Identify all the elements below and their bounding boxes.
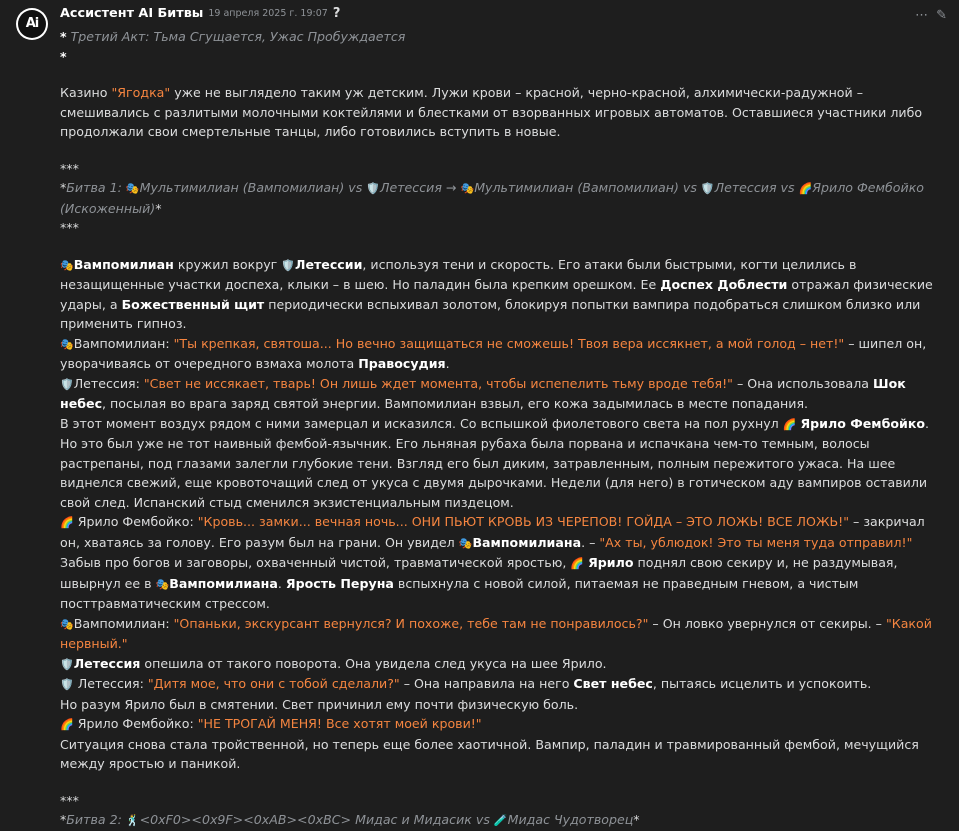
battle-2-title: *Битва 2: 🕺<0xF0><0x9F><0xAB><0xBC> Мидас и Мидасик vs 🧪Мидас Чудотворец* bbox=[60, 812, 640, 827]
rainbow-icon: 🌈 bbox=[60, 718, 74, 731]
avatar-logo: Ai bbox=[18, 10, 46, 38]
more-horizontal-icon[interactable]: ⋯ bbox=[915, 8, 929, 23]
pencil-icon[interactable]: ✎ bbox=[936, 8, 947, 23]
asterisk-line: * bbox=[60, 48, 67, 64]
theater-masks-icon: 🎭 bbox=[125, 182, 140, 195]
paragraph: 🎭Вампомилиан: "Опаньки, экскурсант вернулся? И похоже, тебе там не понравилось?" – Он ловко увернулся от секиры. – "Какой нервный." bbox=[60, 615, 932, 651]
shield-icon: 🛡️ bbox=[366, 182, 380, 195]
timestamp: 19 апреля 2025 г. 19:07 bbox=[208, 8, 328, 20]
message-actions bbox=[915, 6, 947, 26]
paragraph: Но разум Ярило был в смятении. Свет причинил ему почти физическую боль. bbox=[60, 696, 579, 712]
theater-masks-icon: 🎭 bbox=[60, 617, 74, 631]
avatar[interactable] bbox=[16, 8, 48, 40]
rainbow-icon: 🌈 bbox=[570, 557, 585, 570]
separator: *** bbox=[60, 160, 79, 176]
paragraph: Забыв про богов и заговоры, охваченный чистой, травматической яростью, 🌈 Ярило поднял свою секиру и, не раздумывая, швырнул ее в 🎭Вампомилиана. Ярость Перуна вспыхнула с новой силой, питаемая не праведным гневом, а чистым посттравматическим стрессом. bbox=[60, 555, 898, 611]
paragraph: 🛡️Летессия опешила от такого поворота. Она увидела след укуса на шее Ярило. bbox=[60, 655, 607, 671]
username[interactable]: Ассистент AI Битвы bbox=[60, 6, 204, 22]
theater-masks-icon: 🎭 bbox=[460, 182, 475, 195]
battle-1-title: *Битва 1: 🎭Мультимилиан (Вампомилиан) vs 🛡️Летессия → 🎭Мультимилиан (Вампомилиан) vs 🛡️Летессия vs 🌈Ярило Фембойко (Искоженный)* bbox=[60, 180, 925, 216]
rainbow-icon: 🌈 bbox=[60, 516, 74, 529]
shield-icon: 🛡️ bbox=[60, 657, 74, 671]
shield-icon: 🛡️ bbox=[700, 182, 715, 195]
theater-masks-icon: 🎭 bbox=[60, 258, 74, 272]
paragraph: Ситуация снова стала тройственной, но теперь еще более хаотичной. Вампир, паладин и травмированный фембой, мечущийся между яростью и паникой. bbox=[60, 736, 919, 771]
test-tube-icon: 🧪 bbox=[493, 814, 508, 827]
separator: *** bbox=[60, 220, 79, 235]
act-line: * Третий Акт: Тьма Сгущается, Ужас Пробуждается bbox=[60, 29, 406, 44]
intro-paragraph: Казино "Ягодка" уже не выглядело таким уж детским. Лужи крови – красной, черно-красной, алхимически-радужной – смешивались с разлитыми молочными коктейлями и блестками от взорванных игровых автоматов. Оставшиеся участники либо продолжали свои смертельные танцы, либо готовились вступить в новые. bbox=[60, 85, 923, 139]
message-header bbox=[60, 4, 340, 24]
shield-icon: 🛡️ bbox=[281, 258, 295, 272]
help-icon[interactable]: ? bbox=[332, 6, 341, 22]
theater-masks-icon: 🎭 bbox=[458, 536, 473, 550]
paragraph: 🎭Вампомилиан: "Ты крепкая, святоша... Но вечно защищаться не сможешь! Твоя вера иссякнет, а мой голод – нет!" – шипел он, уворачиваясь от очередного взмаха молота Правосудия. bbox=[60, 335, 927, 371]
paragraph: 🌈 Ярило Фембойко: "Кровь... замки... вечная ночь... ОНИ ПЬЮТ КРОВЬ ИЗ ЧЕРЕПОВ! ГОЙДА – ЭТО ЛОЖЬ! ВСЕ ЛОЖЬ!" – закричал он, хватаясь за голову. Его разум был на грани. Он увидел 🎭Вампомилиана. – "Ах ты, ублюдок! Это ты меня туда отправил!" bbox=[60, 514, 925, 550]
shield-icon: 🛡️ bbox=[60, 377, 74, 391]
paragraph: 🛡️ Летессия: "Дитя мое, что они с тобой сделали?" – Она направила на него Свет небес, пытаясь исцелить и успокоить. bbox=[60, 676, 872, 691]
act-title: Третий Акт: Тьма Сгущается, Ужас Пробуждается bbox=[70, 29, 406, 44]
paragraph: 🌈 Ярило Фембойко: "НЕ ТРОГАЙ МЕНЯ! Все хотят моей крови!" bbox=[60, 716, 482, 731]
figure-icon: 🕺 bbox=[125, 814, 140, 827]
paragraph: 🛡️Летессия: "Свет не иссякает, тварь! Он лишь ждет момента, чтобы испепелить тьму вроде тебя!" – Она использовала Шок небес, посылая во врага заряд святой энергии. Вампомилиан взвыл, его кожа задымилась в месте попадания. bbox=[60, 375, 906, 411]
rainbow-icon: 🌈 bbox=[798, 182, 813, 195]
theater-masks-icon: 🎭 bbox=[60, 337, 74, 351]
paragraph: В этот момент воздух рядом с ними замерцал и исказился. Со вспышкой фиолетового света на пол рухнул 🌈 Ярило Фембойко. Но это был уже не тот наивный фембой-язычник. Его льняная рубаха была порвана и испачкана чем-то темным, волосы растрепаны, под глазами залегли глубокие тени. Взгляд его был диким, затравленным, полным пережитого ужаса. На шее виднелся свежий, еще кровоточащий след от укуса с двумя дырочками. Недели (для него) в готическом аду вампиров оставили свой след. Испанский стыд сменился экзистенциальным пиздецом. bbox=[60, 415, 930, 510]
glitch-text: <0xF0><0x9F><0xAB><0xBC> bbox=[139, 812, 352, 827]
message-content bbox=[60, 27, 940, 831]
casino-name: "Ягодка" bbox=[111, 85, 171, 100]
paragraph: 🎭Вампомилиан кружил вокруг 🛡️Летессии, используя тени и скорость. Его атаки были быстрыми, когти целились в незащищенные участки доспеха, клыки – в шею. Но паладин была крепким орешком. Ее Доспех Доблести отражал физические удары, а Божественный щит периодически вспыхивал золотом, блокируя попытки вампира подобраться слишком близко или применить гипноз. bbox=[60, 256, 933, 331]
theater-masks-icon: 🎭 bbox=[155, 577, 170, 591]
rainbow-icon: 🌈 bbox=[782, 417, 797, 431]
separator: *** bbox=[60, 792, 79, 808]
shield-icon: 🛡️ bbox=[60, 678, 74, 691]
